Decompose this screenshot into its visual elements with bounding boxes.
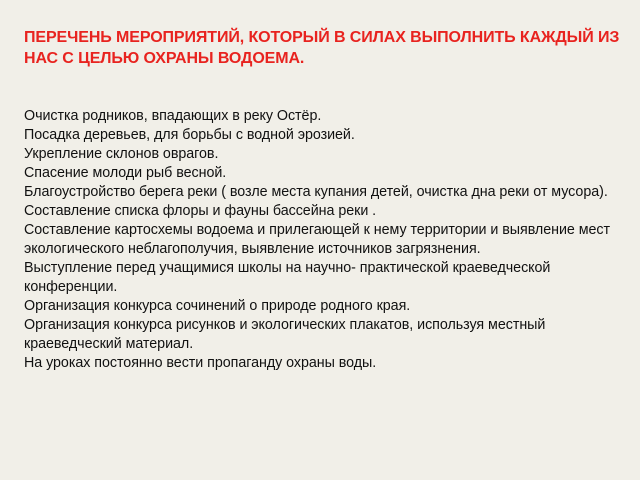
list-item: Очистка родников, впадающих в реку Остёр.: [24, 108, 322, 124]
list-item: Организация конкурса рисунков и экологических плакатов, используя местный краеведческий материал.: [24, 317, 546, 352]
measures-list: [24, 107, 624, 373]
list-item: Спасение молоди рыб весной.: [24, 165, 227, 181]
list-item: Выступление перед учащимися школы на научно- практической краеведческой конференции.: [24, 260, 551, 295]
list-item: Укрепление склонов оврагов.: [24, 146, 219, 162]
list-item: Составление картосхемы водоема и прилегающей к нему территории и выявление мест экологического неблагополучия, выявление источников загрязнения.: [24, 222, 610, 257]
list-item: Организация конкурса сочинений о природе родного края.: [24, 298, 411, 314]
slide-title: ПЕРЕЧЕНЬ МЕРОПРИЯТИЙ, КОТОРЫЙ В СИЛАХ ВЫПОЛНИТЬ КАЖДЫЙ ИЗ НАС С ЦЕЛЬЮ ОХРАНЫ ВОДОЕМА.: [24, 29, 620, 67]
list-item: На уроках постоянно вести пропаганду охраны воды.: [24, 355, 377, 371]
list-item: Посадка деревьев, для борьбы с водной эрозией.: [24, 127, 355, 143]
list-item: Составление списка флоры и фауны бассейна реки .: [24, 203, 377, 219]
list-item: Благоустройство берега реки ( возле места купания детей, очистка дна реки от мусора).: [24, 184, 608, 200]
